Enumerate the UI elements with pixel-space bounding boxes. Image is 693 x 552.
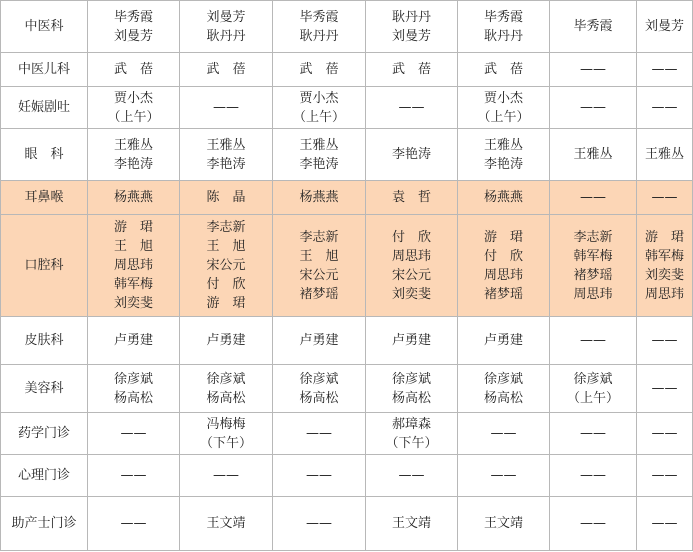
- schedule-cell: [458, 87, 550, 129]
- doctor-name: 周思玮: [573, 286, 613, 302]
- doctor-name: 杨燕燕: [113, 190, 153, 205]
- doctor-name: 王雅丛: [483, 137, 523, 153]
- doctor-name: 徐彦斌: [573, 371, 613, 387]
- schedule-cell: [458, 365, 550, 413]
- department-cell: 美容科: [1, 365, 88, 413]
- schedule-row: [1, 181, 693, 215]
- schedule-cell: [273, 365, 366, 413]
- doctor-name: 毕秀霞: [483, 9, 523, 25]
- doctor-name: ——: [120, 468, 147, 483]
- department-cell: 口腔科: [1, 215, 88, 317]
- doctor-name: 韩军梅: [644, 248, 684, 264]
- schedule-cell: [180, 413, 273, 455]
- doctor-name: ——: [651, 468, 678, 483]
- doctor-name: 武 蓓: [206, 62, 246, 77]
- doctor-name: 耿丹丹: [483, 28, 523, 44]
- doctor-name: 褚梦瑶: [573, 267, 613, 283]
- doctor-name: ——: [306, 468, 332, 483]
- schedule-cell: [88, 181, 180, 215]
- schedule-cell: [550, 87, 637, 129]
- schedule-cell: [273, 497, 366, 551]
- doctor-name: 徐彦斌: [113, 371, 153, 387]
- doctor-name: 徐彦斌: [391, 371, 431, 387]
- schedule-cell: [88, 317, 180, 365]
- doctor-name: 贾小杰: [113, 90, 153, 106]
- doctor-name: 王 旭: [206, 239, 246, 254]
- doctor-name: 游 珺: [113, 220, 153, 235]
- doctor-name: 王雅丛: [113, 137, 153, 153]
- doctor-name: 王文靖: [206, 516, 246, 531]
- doctor-name: 毕秀霞: [113, 9, 153, 25]
- schedule-cell: [458, 455, 550, 497]
- doctor-name: 韩军梅: [573, 248, 613, 264]
- doctor-name: 宋公元: [206, 258, 246, 273]
- schedule-cell: [273, 87, 366, 129]
- schedule-cell: [550, 365, 637, 413]
- doctor-name: 杨高松: [113, 390, 153, 406]
- doctor-name: 王雅丛: [644, 147, 684, 162]
- schedule-cell: [637, 455, 693, 497]
- schedule-row: [1, 497, 693, 551]
- schedule-row: [1, 317, 693, 365]
- doctor-name: 周思玮: [391, 248, 431, 264]
- doctor-name: ——: [398, 468, 425, 483]
- doctor-name: ——: [120, 516, 147, 531]
- schedule-cell: [458, 1, 550, 53]
- schedule-cell: [637, 365, 693, 413]
- doctor-name: 郝璋森: [391, 416, 431, 432]
- doctor-name: 武 蓓: [113, 62, 153, 77]
- schedule-cell: [180, 181, 273, 215]
- schedule-cell: [366, 129, 458, 181]
- schedule-cell: [88, 413, 180, 455]
- schedule-cell: [88, 455, 180, 497]
- doctor-name: ——: [580, 62, 606, 77]
- schedule-cell: [180, 455, 273, 497]
- doctor-name: 李志新: [206, 220, 246, 235]
- schedule-cell: [637, 215, 693, 317]
- doctor-name: 刘奕斐: [113, 296, 153, 311]
- doctor-name: 杨燕燕: [299, 190, 339, 205]
- department-cell: 心理门诊: [1, 455, 88, 497]
- doctor-name: 韩军梅: [113, 277, 153, 292]
- schedule-cell: [550, 455, 637, 497]
- department-cell: 耳鼻喉: [1, 181, 88, 215]
- schedule-cell: [273, 215, 366, 317]
- doctor-name: 周思玮: [113, 258, 153, 273]
- doctor-name: 卢勇建: [113, 333, 153, 348]
- doctor-name: 李艳涛: [483, 156, 523, 172]
- schedule-cell: [88, 53, 180, 87]
- schedule-cell: [180, 317, 273, 365]
- doctor-name: ——: [651, 381, 678, 396]
- doctor-name: 武 蓓: [299, 62, 339, 77]
- doctor-name: 毕秀霞: [573, 19, 613, 34]
- doctor-name: 李艳涛: [113, 156, 153, 172]
- doctor-name: 游 珺: [483, 229, 523, 245]
- schedule-row: [1, 413, 693, 455]
- doctor-name: 宋公元: [299, 267, 339, 283]
- doctor-name: 武 蓓: [391, 62, 431, 77]
- doctor-name: 游 珺: [644, 229, 684, 245]
- schedule-cell: [458, 181, 550, 215]
- schedule-cell: [88, 365, 180, 413]
- department-cell: 助产士门诊: [1, 497, 88, 551]
- doctor-name: 贾小杰: [483, 90, 523, 106]
- doctor-name: 付 欣: [483, 248, 523, 264]
- schedule-cell: [366, 87, 458, 129]
- doctor-name: 褚梦瑶: [483, 286, 523, 302]
- doctor-name: 卢勇建: [391, 333, 431, 348]
- doctor-name: 王 旭: [113, 239, 153, 254]
- department-cell: 妊娠剧吐: [1, 87, 88, 129]
- schedule-cell: [637, 181, 693, 215]
- schedule-cell: [88, 215, 180, 317]
- department-cell: 皮肤科: [1, 317, 88, 365]
- doctor-name: （下午）: [199, 435, 252, 451]
- schedule-cell: [637, 413, 693, 455]
- doctor-name: 付 欣: [206, 277, 246, 292]
- doctor-name: 刘曼芳: [206, 9, 246, 25]
- doctor-name: 王 旭: [299, 248, 339, 264]
- doctor-name: 刘奕斐: [644, 267, 684, 283]
- doctor-name: 王雅丛: [299, 137, 339, 153]
- doctor-name: 褚梦瑶: [299, 286, 339, 302]
- doctor-name: 徐彦斌: [299, 371, 339, 387]
- doctor-name: ——: [398, 100, 425, 115]
- doctor-name: 付 欣: [391, 229, 431, 245]
- schedule-cell: [180, 497, 273, 551]
- schedule-cell: [550, 215, 637, 317]
- doctor-name: ——: [651, 516, 678, 531]
- schedule-cell: [180, 129, 273, 181]
- schedule-cell: [637, 129, 693, 181]
- schedule-cell: [366, 413, 458, 455]
- doctor-name: 毕秀霞: [299, 9, 339, 25]
- schedule-row: [1, 87, 693, 129]
- doctor-name: 徐彦斌: [206, 371, 246, 387]
- schedule-cell: [366, 317, 458, 365]
- doctor-name: 杨高松: [206, 390, 246, 406]
- doctor-name: 杨高松: [391, 390, 431, 406]
- doctor-name: ——: [651, 62, 678, 77]
- schedule-cell: [366, 1, 458, 53]
- doctor-name: ——: [580, 426, 606, 441]
- doctor-name: ——: [651, 100, 678, 115]
- schedule-cell: [458, 129, 550, 181]
- schedule-cell: [550, 497, 637, 551]
- doctor-name: 王文靖: [483, 516, 523, 531]
- schedule-body: [1, 1, 693, 551]
- schedule-cell: [637, 497, 693, 551]
- doctor-name: ——: [306, 516, 332, 531]
- doctor-name: 冯梅梅: [206, 416, 246, 432]
- doctor-name: 王文靖: [391, 516, 431, 531]
- doctor-name: 王雅丛: [206, 137, 246, 153]
- schedule-cell: [366, 53, 458, 87]
- doctor-name: 周思玮: [644, 286, 684, 302]
- doctor-name: 杨高松: [483, 390, 523, 406]
- schedule-cell: [273, 129, 366, 181]
- doctor-name: 杨燕燕: [483, 190, 523, 205]
- doctor-name: ——: [306, 426, 332, 441]
- schedule-cell: [366, 181, 458, 215]
- doctor-name: ——: [651, 333, 678, 348]
- doctor-name: 徐彦斌: [483, 371, 523, 387]
- schedule-cell: [88, 129, 180, 181]
- schedule-cell: [637, 1, 693, 53]
- doctor-name: 卢勇建: [483, 333, 523, 348]
- schedule-row: [1, 215, 693, 317]
- doctor-name: （上午）: [566, 390, 619, 406]
- schedule-cell: [550, 317, 637, 365]
- doctor-name: 袁 哲: [391, 190, 431, 205]
- schedule-row: [1, 53, 693, 87]
- doctor-name: 耿丹丹: [299, 28, 339, 44]
- schedule-row: [1, 365, 693, 413]
- schedule-cell: [180, 215, 273, 317]
- schedule-cell: [458, 317, 550, 365]
- schedule-cell: [273, 181, 366, 215]
- doctor-name: ——: [213, 468, 239, 483]
- doctor-name: 杨高松: [299, 390, 339, 406]
- doctor-name: 刘曼芳: [113, 28, 153, 44]
- doctor-name: ——: [580, 468, 606, 483]
- schedule-cell: [273, 53, 366, 87]
- doctor-name: 贾小杰: [299, 90, 339, 106]
- doctor-name: ——: [490, 426, 517, 441]
- schedule-cell: [458, 53, 550, 87]
- doctor-name: 李艳涛: [299, 156, 339, 172]
- schedule-cell: [366, 497, 458, 551]
- schedule-row: [1, 455, 693, 497]
- schedule-cell: [458, 215, 550, 317]
- doctor-name: ——: [120, 426, 147, 441]
- schedule-cell: [550, 1, 637, 53]
- doctor-name: 耿丹丹: [206, 28, 246, 44]
- doctor-name: 周思玮: [483, 267, 523, 283]
- doctor-name: ——: [580, 190, 606, 205]
- schedule-cell: [637, 53, 693, 87]
- schedule-cell: [366, 365, 458, 413]
- schedule-cell: [550, 181, 637, 215]
- doctor-name: ——: [580, 333, 606, 348]
- schedule-cell: [273, 1, 366, 53]
- schedule-row: [1, 1, 693, 53]
- schedule-cell: [180, 53, 273, 87]
- doctor-name: ——: [651, 426, 678, 441]
- schedule-cell: [273, 413, 366, 455]
- schedule-cell: [180, 1, 273, 53]
- schedule-cell: [366, 215, 458, 317]
- doctor-name: ——: [213, 100, 239, 115]
- doctor-name: ——: [490, 468, 517, 483]
- doctor-name: （上午）: [292, 109, 345, 125]
- department-cell: 中医科: [1, 1, 88, 53]
- doctor-name: ——: [580, 100, 606, 115]
- schedule-cell: [550, 53, 637, 87]
- doctor-name: ——: [651, 190, 678, 205]
- schedule-cell: [458, 497, 550, 551]
- schedule-cell: [637, 317, 693, 365]
- doctor-name: 刘曼芳: [391, 28, 431, 44]
- doctor-name: 游 珺: [206, 296, 246, 311]
- doctor-name: 宋公元: [391, 267, 431, 283]
- department-cell: 中医儿科: [1, 53, 88, 87]
- schedule-cell: [88, 87, 180, 129]
- doctor-name: （上午）: [477, 109, 530, 125]
- schedule-row: [1, 129, 693, 181]
- doctor-name: 李志新: [299, 229, 339, 245]
- schedule-cell: [88, 1, 180, 53]
- doctor-name: 李艳涛: [391, 147, 431, 162]
- schedule-cell: [273, 317, 366, 365]
- schedule-cell: [180, 87, 273, 129]
- doctor-name: 卢勇建: [206, 333, 246, 348]
- department-cell: 药学门诊: [1, 413, 88, 455]
- schedule-cell: [458, 413, 550, 455]
- doctor-name: ——: [580, 516, 606, 531]
- doctor-name: 李志新: [573, 229, 613, 245]
- schedule-cell: [550, 129, 637, 181]
- doctor-name: （下午）: [385, 435, 438, 451]
- doctor-name: 卢勇建: [299, 333, 339, 348]
- schedule-cell: [273, 455, 366, 497]
- schedule-cell: [366, 455, 458, 497]
- schedule-cell: [88, 497, 180, 551]
- doctor-name: 武 蓓: [483, 62, 523, 77]
- schedule-cell: [550, 413, 637, 455]
- doctor-name: 陈 晶: [206, 190, 246, 205]
- department-cell: 眼 科: [1, 129, 88, 181]
- schedule-cell: [180, 365, 273, 413]
- doctor-name: （上午）: [107, 109, 160, 125]
- doctor-name: 耿丹丹: [391, 9, 431, 25]
- doctor-name: 李艳涛: [206, 156, 246, 172]
- doctor-name: 刘曼芳: [644, 19, 684, 34]
- doctor-name: 王雅丛: [573, 147, 613, 162]
- doctor-name: 刘奕斐: [391, 286, 431, 302]
- schedule-cell: [637, 87, 693, 129]
